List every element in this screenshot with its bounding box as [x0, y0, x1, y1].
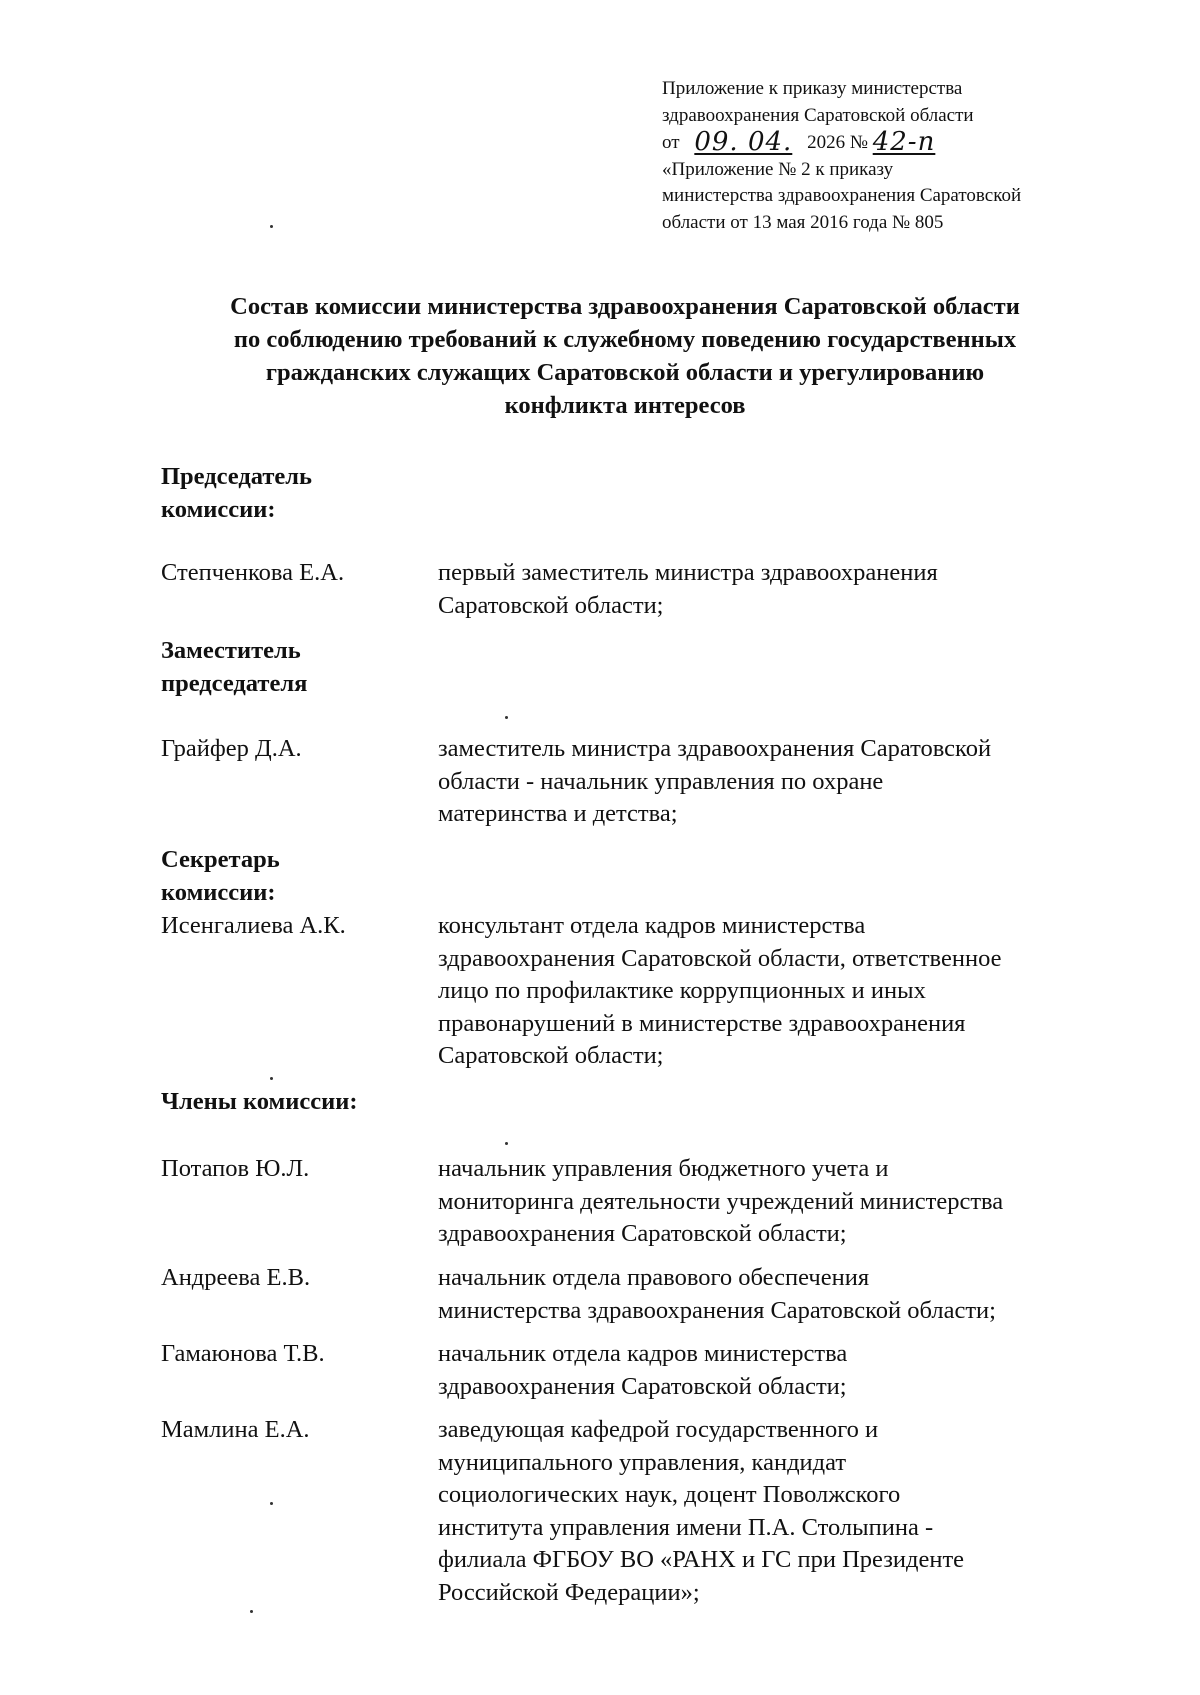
scan-speck [505, 716, 508, 719]
member-description [438, 1338, 1118, 1403]
header-line: министерства здравоохранения Саратовской [662, 185, 1022, 206]
member-name: Потапов Ю.Л. [161, 1155, 310, 1182]
title-line: Состав комиссии министерства здравоохранения Саратовской области [230, 293, 1020, 320]
role-heading-line: Секретарь [161, 846, 280, 873]
year-number-label: 2026 № [807, 132, 868, 153]
header-line: области от 13 мая 2016 года № 805 [662, 211, 944, 233]
desc-line: Саратовской области; [438, 1042, 664, 1069]
member-description [438, 1414, 1118, 1609]
role-heading-line: Заместитель [161, 637, 301, 664]
role-heading-line: Члены комиссии: [161, 1088, 358, 1115]
desc-line: материнства и детства; [438, 800, 678, 827]
member-name: Андреева Е.В. [161, 1264, 311, 1291]
desc-line: начальник отдела кадров министерства [438, 1340, 848, 1367]
desc-line: лицо по профилактике коррупционных и иных [438, 977, 926, 1004]
desc-line: муниципального управления, кандидат [438, 1448, 847, 1476]
member-name: Исенгалиева А.К. [161, 912, 346, 939]
header-line: «Приложение № 2 к приказу [662, 158, 894, 180]
member-name: Гамаюнова Т.В. [161, 1340, 325, 1367]
member-description [438, 733, 1118, 831]
scan-speck [505, 1142, 508, 1145]
desc-line: министерства здравоохранения Саратовской области; [438, 1296, 996, 1324]
desc-line: здравоохранения Саратовской области, ответственное [438, 944, 1002, 972]
role-heading-line: комиссии: [161, 879, 276, 906]
appendix-header [662, 76, 1102, 236]
handwritten-order-number: 42-п [872, 127, 936, 157]
member-description [438, 557, 1118, 622]
role-heading-line: комиссии: [161, 496, 276, 523]
header-date-line [662, 129, 1102, 157]
desc-line: Саратовской области; [438, 591, 664, 619]
handwritten-date: 09. 04. [694, 127, 793, 157]
title-line: гражданских служащих Саратовской области и урегулированию [265, 359, 985, 386]
member-name: Мамлина Е.А. [161, 1416, 310, 1443]
role-heading-members [161, 1085, 561, 1118]
scan-speck [250, 1610, 253, 1613]
desc-line: консультант отдела кадров министерства [438, 912, 866, 939]
scan-speck [270, 1502, 273, 1505]
member-description [438, 1262, 1118, 1327]
desc-line: первый заместитель министра здравоохранения [438, 559, 938, 586]
desc-line: заведующая кафедрой государственного и [438, 1416, 879, 1443]
desc-line: здравоохранения Саратовской области; [438, 1220, 847, 1247]
title-line: конфликта интересов [504, 392, 746, 419]
desc-line: заместитель министра здравоохранения Саратовской [438, 735, 992, 762]
scan-speck [270, 225, 273, 228]
title-line: по соблюдению требований к служебному поведению государственных [233, 326, 1017, 353]
header-line: Приложение к приказу министерства [662, 78, 963, 99]
desc-line: начальник отдела правового обеспечения [438, 1264, 870, 1291]
role-heading-chair [161, 460, 491, 526]
desc-line: правонарушений в министерстве здравоохранения [438, 1009, 966, 1037]
desc-line: филиала ФГБОУ ВО «РАНХ и ГС при Президенте [438, 1546, 965, 1573]
role-heading-line: Председатель [161, 463, 312, 490]
document-title [120, 290, 1130, 422]
desc-line: здравоохранения Саратовской области; [438, 1372, 847, 1400]
desc-line: социологических наук, доцент Поволжского [438, 1481, 901, 1508]
member-name: Грайфер Д.А. [161, 735, 302, 762]
desc-line: института управления имени П.А. Столыпина - [438, 1513, 934, 1541]
role-heading-line: председателя [161, 670, 308, 697]
member-description [438, 910, 1118, 1073]
scan-speck [270, 1077, 273, 1080]
header-line: здравоохранения Саратовской области [662, 104, 974, 126]
date-prefix: от [662, 132, 680, 153]
desc-line: области - начальник управления по охране [438, 767, 884, 795]
role-heading-deputy [161, 634, 491, 700]
role-heading-secretary [161, 843, 491, 909]
member-description [438, 1153, 1118, 1251]
desc-line: начальник управления бюджетного учета и [438, 1155, 889, 1182]
desc-line: мониторинга деятельности учреждений министерства [438, 1187, 1004, 1215]
desc-line: Российской Федерации»; [438, 1578, 700, 1606]
member-name: Степченкова Е.А. [161, 559, 345, 586]
